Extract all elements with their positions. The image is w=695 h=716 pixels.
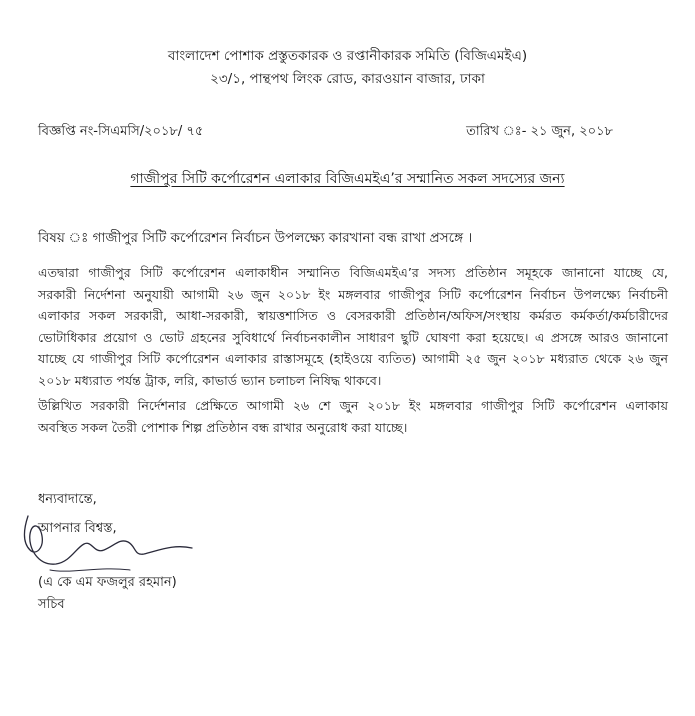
handwritten-signature	[10, 508, 240, 583]
signatory-name: (এ কে এম ফজলুর রহমান)	[38, 575, 177, 590]
body-line: সরকারী নির্দেশনা অনুযায়ী আগামী ২৬ জুন ২০১৮ ইং মঙ্গলবার গাজীপুর সিটি কর্পোরেশন নির্বাচন উপলক্ষ্যে নির্বাচনী	[38, 286, 668, 302]
notice-reference: বিজ্ঞপ্তি নং-সিএমসি/২০১৮/ ৭৫	[38, 124, 204, 139]
letterhead-org-name: বাংলাদেশ পোশাক প্রস্তুতকারক ও রপ্তানীকারক সমিতি (বিজিএমইএ)	[167, 48, 528, 64]
addressee-heading: গাজীপুর সিটি কর্পোরেশন এলাকার বিজিএমইএ’র সম্মানিত সকল সদস্যের জন্য	[130, 171, 565, 187]
body-line: এলাকার সকল সরকারী, আধা-সরকারী, স্বায়ত্তশাসিত ও বেসরকারী প্রতিষ্ঠান/অফিস/সংস্থায় কর্মরত কর্মকর্তা/কর্মচারীদের	[38, 308, 668, 323]
body-paragraph-1	[38, 262, 668, 391]
body-paragraph-2	[38, 395, 668, 438]
body-line: উল্লিখিত সরকারী নির্দেশনার প্রেক্ষিতে আগামী ২৬ শে জুন ২০১৮ ইং মঙ্গলবার গাজীপুর সিটি কর্পোরেশন এলাকায়	[38, 398, 668, 413]
body-line: এতদ্বারা গাজীপুর সিটি কর্পোরেশন এলাকাধীন সম্মানিত বিজিএমইএ’র সদস্য প্রতিষ্ঠান সমূহকে জানানো যাচ্ছে যে,	[38, 265, 668, 280]
signatory-title: সচিব	[38, 597, 65, 612]
sign-off-line: আপনার বিশ্বস্ত,	[38, 521, 117, 536]
letterhead-address: ২৩/১, পান্থপথ লিংক রোড, কারওয়ান বাজার, ঢাকা	[210, 71, 485, 87]
closing-line: ধন্যবাদান্তে,	[38, 492, 97, 507]
body-line: অবস্থিত সকল তৈরী পোশাক শিল্প প্রতিষ্ঠান বন্ধ রাখার অনুরোধ করা যাচ্ছে।	[38, 419, 408, 435]
body-line: যাচ্ছে যে গাজীপুর সিটি কর্পোরেশন এলাকার রাস্তাসমূহে (হাইওয়ে ব্যতিত) আগামী ২৫ জুন ২০১৮ মধ্যরাত থেকে ২৬ জুন	[38, 351, 668, 366]
notice-date: তারিখ ঃ- ২১ জুন, ২০১৮	[466, 124, 613, 139]
body-line: ভোটাধিকার প্রয়োগ ও ভোট গ্রহনের সুবিধার্থে নির্বাচনকালীন সাধারণ ছুটি ঘোষণা করা হয়েছে। এ প্রসঙ্গে আরও জানানো	[38, 329, 668, 345]
subject-line: বিষয় ঃ গাজীপুর সিটি কর্পোরেশন নির্বাচন উপলক্ষ্যে কারখানা বন্ধ রাখা প্রসঙ্গে ।	[38, 230, 473, 246]
body-line: ২০১৮ মধ্যরাত পর্যন্ত ট্রাক, লরি, কাভার্ড ভ্যান চলাচল নিষিদ্ধ থাকবে।	[38, 372, 382, 388]
